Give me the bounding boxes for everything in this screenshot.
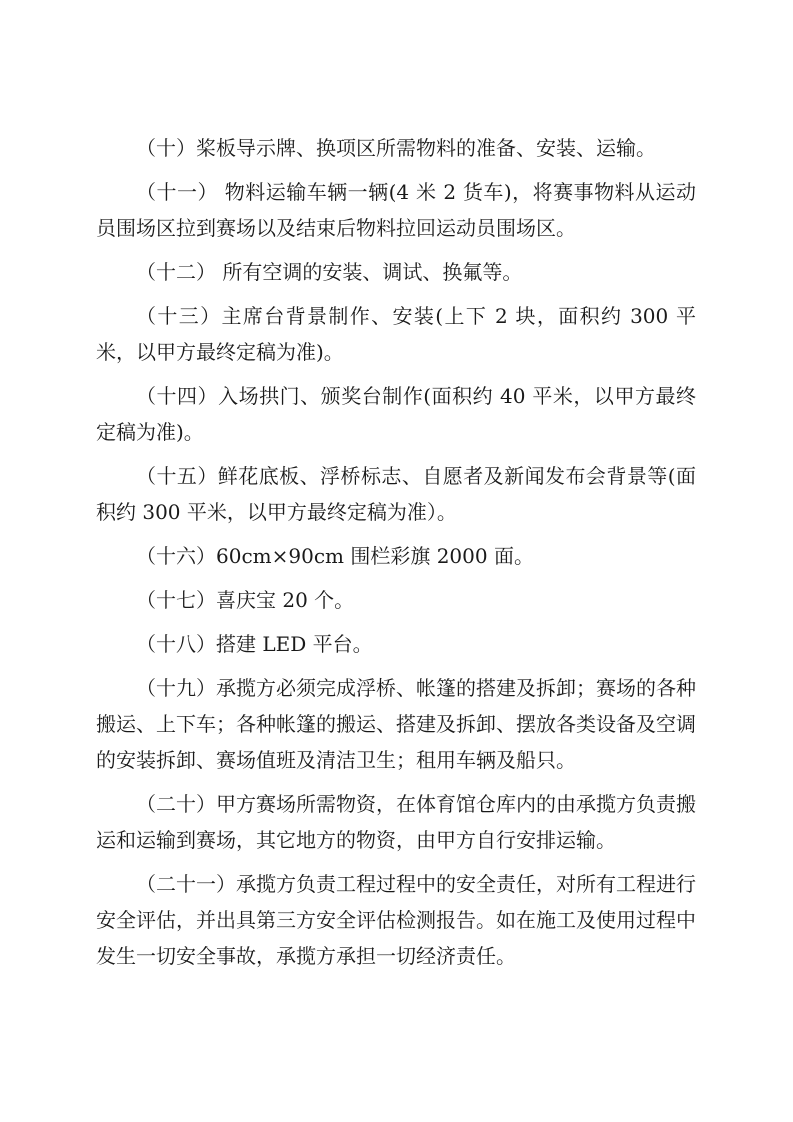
paragraph-item-16: （十六）60cm×90cm 围栏彩旗 2000 面。 <box>136 544 534 568</box>
paragraph-item-14: （十四）入场拱门、颁奖台制作(面积约 40 平米，以甲方最终定稿为准)。 <box>96 384 696 444</box>
paragraph-item-20: （二十）甲方赛场所需物资，在体育馆仓库内的由承揽方负责搬运和运输到赛场，其它地方的物资，由甲方自行安排运输。 <box>96 792 696 852</box>
paragraph-item-19: （十九）承揽方必须完成浮桥、帐篷的搭建及拆卸；赛场的各种搬运、上下车；各种帐篷的搬运、搭建及拆卸、摆放各类设备及空调的安装拆卸、赛场值班及清洁卫生；租用车辆及船只。 <box>96 676 696 772</box>
paragraph-item-18: （十八）搭建 LED 平台。 <box>136 632 373 656</box>
paragraph-item-10: （十）桨板导示牌、换项区所需物料的准备、安装、运输。 <box>136 136 656 160</box>
paragraph-item-21: （二十一）承揽方负责工程过程中的安全责任，对所有工程进行安全评估，并出具第三方安全评估检测报告。如在施工及使用过程中发生一切安全事故，承揽方承担一切经济责任。 <box>96 872 696 968</box>
document-body <box>96 130 696 974</box>
paragraph-item-17: （十七）喜庆宝 20 个。 <box>136 588 355 612</box>
paragraph-item-13: （十三）主席台背景制作、安装(上下 2 块，面积约 300 平米，以甲方最终定稿为准)。 <box>96 304 696 364</box>
paragraph-item-11: （十一） 物料运输车辆一辆(4 米 2 货车)，将赛事物料从运动员围场区拉到赛场以及结束后物料拉回运动员围场区。 <box>96 180 696 240</box>
paragraph-item-12: （十二） 所有空调的安装、调试、换氟等。 <box>136 260 523 284</box>
paragraph-item-15: （十五）鲜花底板、浮桥标志、自愿者及新闻发布会背景等(面积约 300 平米，以甲方最终定稿为准）。 <box>96 464 696 524</box>
